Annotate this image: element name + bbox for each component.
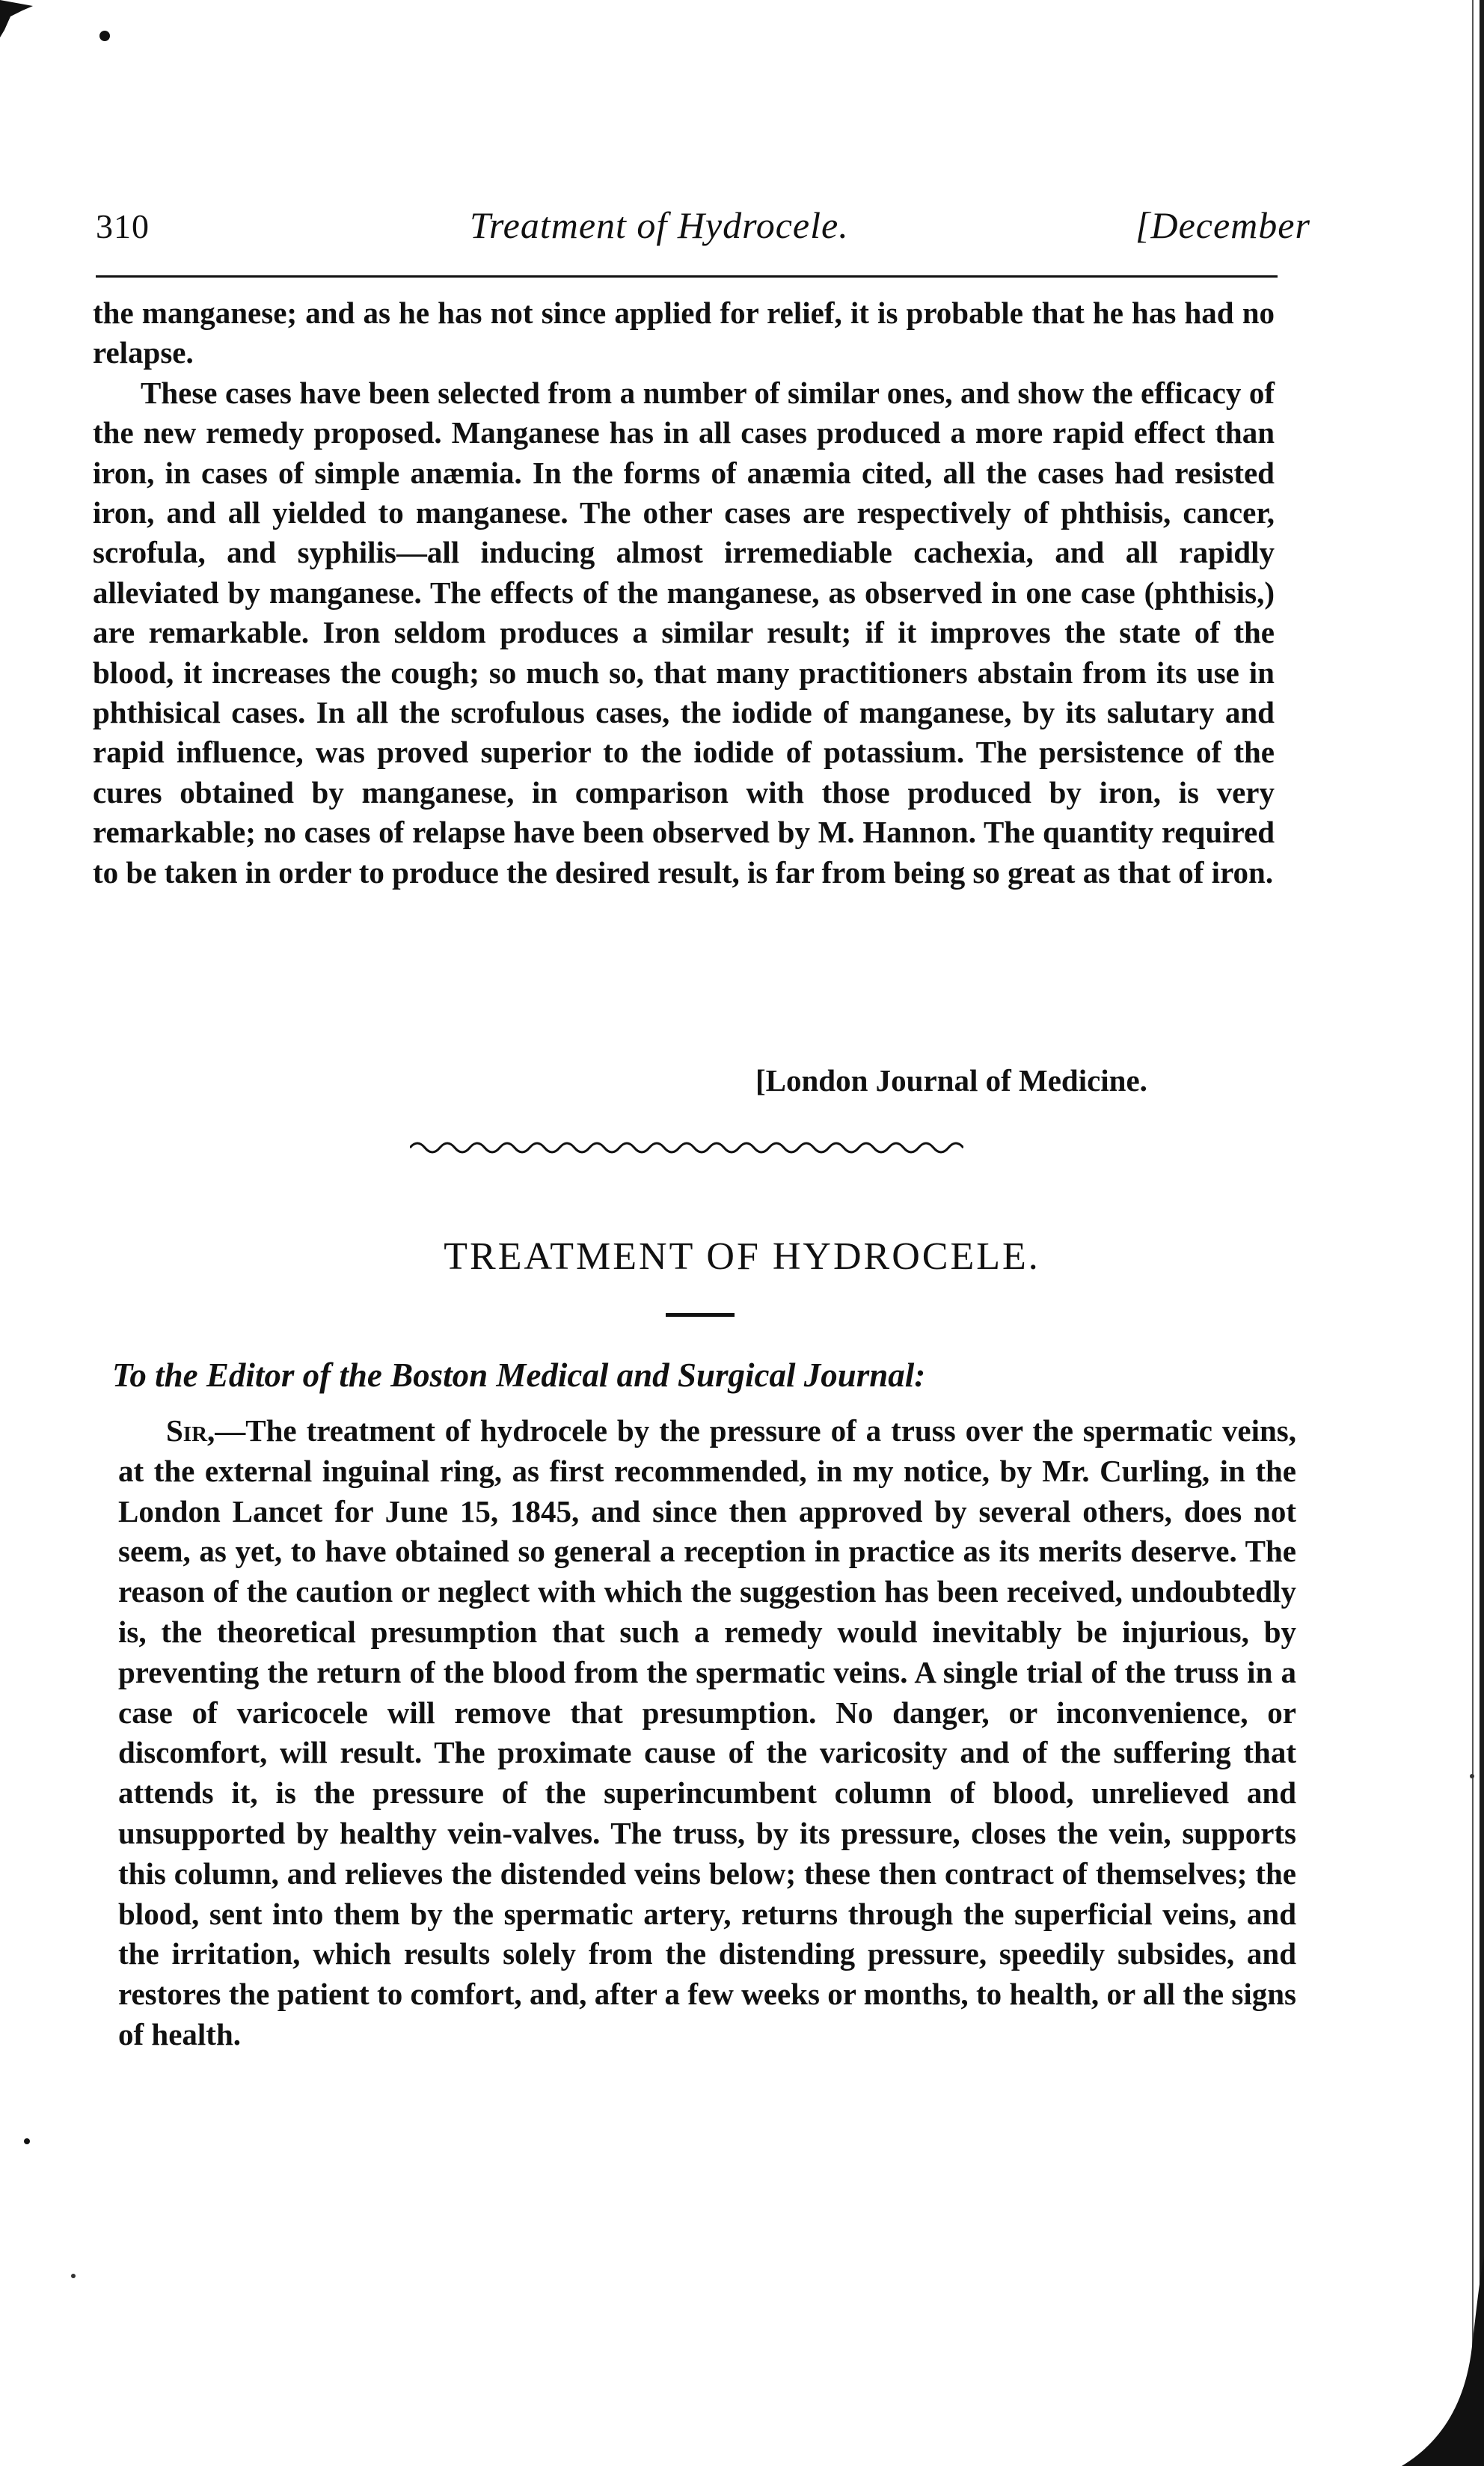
paragraph bbox=[118, 1411, 1296, 2055]
article-title: TREATMENT OF HYDROCELE. bbox=[444, 1235, 1040, 1278]
letter-body: —The treatment of hydrocele by the pressure of a truss over the spermatic veins, at the external inguinal ring, as first recommended, in my notice, by Mr. Curling, in the London Lancet for June 15, 1845, and since then approved by several others, does not seem, as yet, to have obtained so general a reception in practice as its merits deserve. The reason of the caution or neglect with which the suggestion has been received, undoubtedly is, the theoretical presumption that such a remedy would inevitably be injurious, by preventing the return of the blood from the spermatic veins. A single trial of the truss in a case of varicocele will remove that presumption. No danger, or inconvenience, or discomfort, will result. The proximate cause of the varicosity and of the suffering that attends it, is the pressure of the superincumbent column of blood, unrelieved and unsupported by healthy vein-valves. The truss, by its pressure, closes the vein, supports this column, and relieves the distended veins below; these then contract of themselves; the blood, sent into them by the spermatic artery, returns through the superficial veins, and the irritation, which results solely from the distending pressure, speedily subsides, and restores the patient to comfort, and, after a few weeks or months, to health, or all the signs of health. bbox=[118, 1413, 1296, 2052]
running-header bbox=[96, 199, 1310, 259]
running-title: Treatment of Hydrocele. bbox=[470, 204, 849, 246]
page-corner-curl bbox=[1394, 2257, 1484, 2466]
salutation: To the Editor of the Boston Medical and Surgical Journal: bbox=[112, 1356, 926, 1394]
running-month: [December bbox=[1135, 204, 1310, 246]
source-attribution: [London Journal of Medicine. bbox=[755, 1063, 1147, 1098]
page-number: 310 bbox=[96, 207, 150, 245]
previous-article-text bbox=[93, 293, 1275, 893]
title-rule bbox=[666, 1313, 735, 1317]
letter-text bbox=[118, 1411, 1296, 2055]
scan-edge-line bbox=[1472, 0, 1474, 2466]
paragraph: These cases have been selected from a number of similar ones, and show the efficacy of the new remedy proposed. Manganese has in all cases produced a more rapid effect than iron, in cases of simple anæmia. In the forms of anæmia cited, all the cases had resisted iron, and all yielded to manganese. The other cases are respectively of phthisis, cancer, scrofula, and syphilis—all inducing almost irremediable cachexia, and all rapidly alleviated by manganese. The effects of the manganese, as observed in one case (phthisis,) are remarkable. Iron seldom produces a similar result; if it improves the state of the blood, it increases the cough; so much so, that many practitioners abstain from its use in phthisical cases. In all the scrofulous cases, the iodide of manganese, by its salutary and rapid influence, was proved superior to the iodide of potassium. The persistence of the cures obtained by manganese, in comparison with those produced by iron, is very remarkable; no cases of relapse have been observed by M. Hannon. The quantity required to be taken in order to produce the desired result, is far from being so great as that of iron. bbox=[93, 375, 1275, 890]
header-rule bbox=[96, 275, 1278, 278]
scan-edge-shadow bbox=[1480, 0, 1484, 2466]
salutation-word: Sir, bbox=[166, 1413, 215, 1448]
ornamental-divider bbox=[410, 1130, 963, 1160]
paragraph: the manganese; and as he has not since applied for relief, it is probable that he has had no relapse. bbox=[93, 296, 1275, 370]
